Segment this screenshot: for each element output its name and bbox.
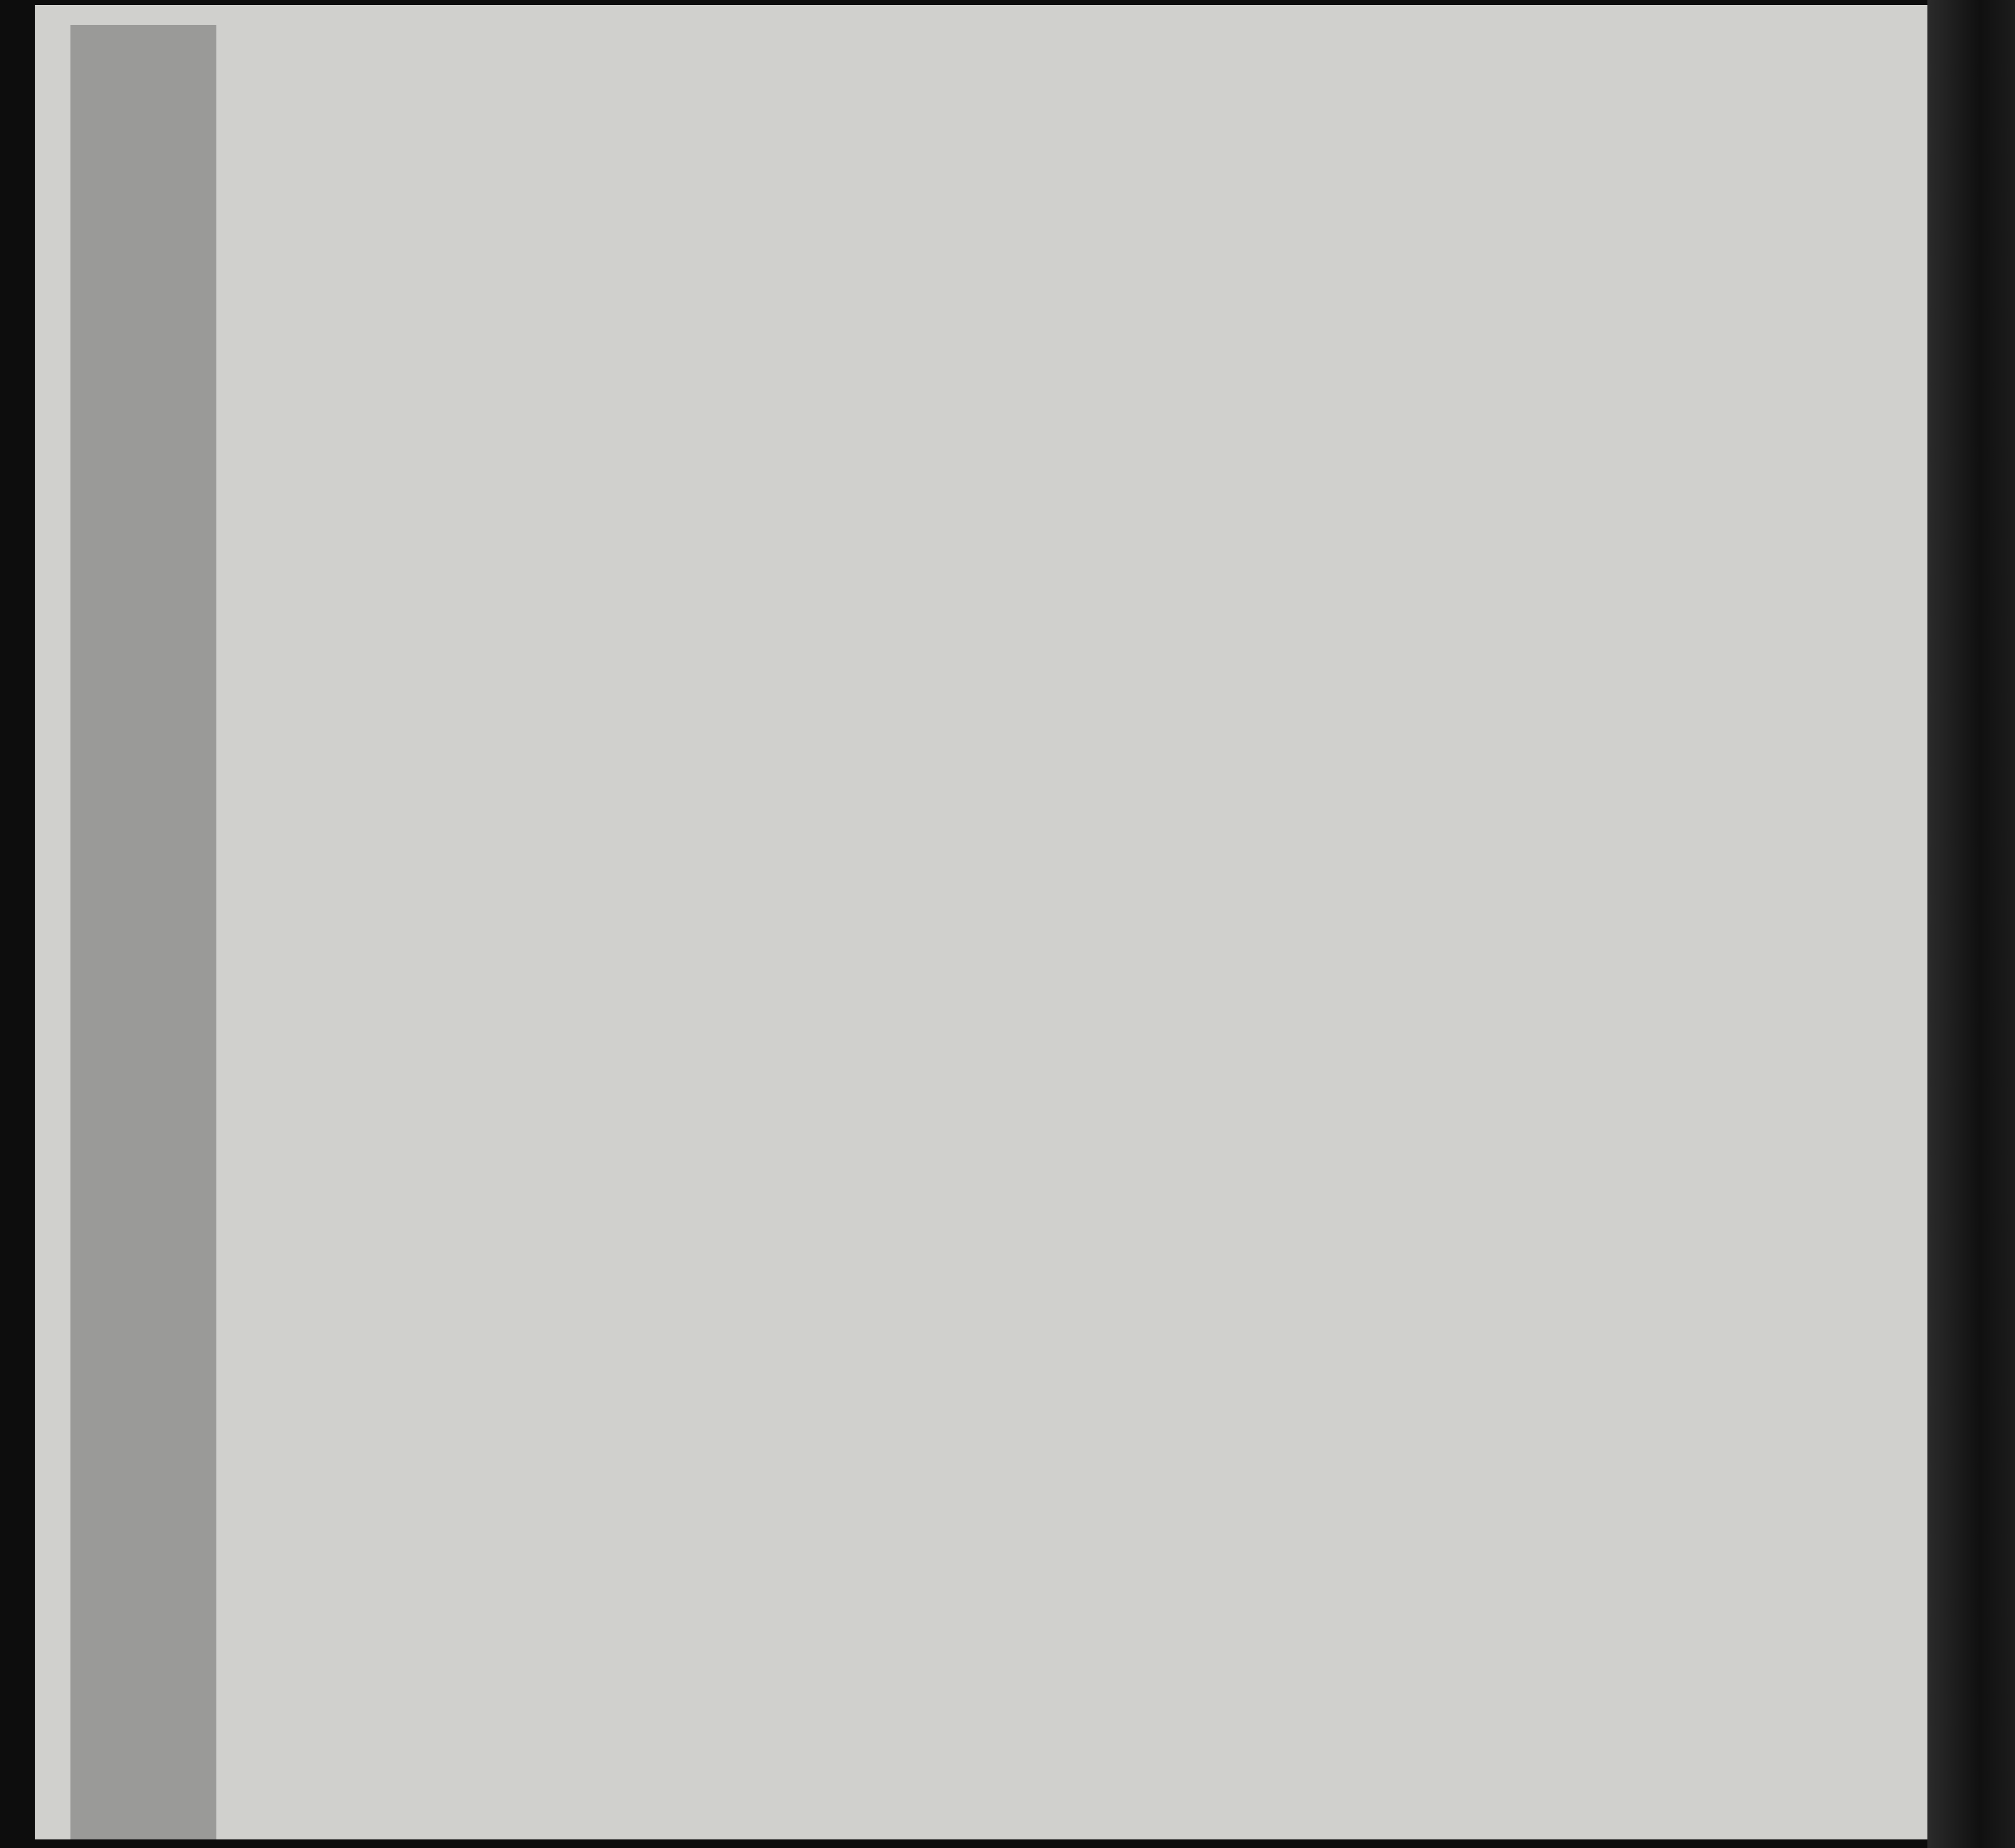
ruled-grid — [35, 5, 1927, 1839]
manifest-page — [35, 5, 1927, 1839]
document-edge-shadow — [1927, 0, 2015, 1848]
